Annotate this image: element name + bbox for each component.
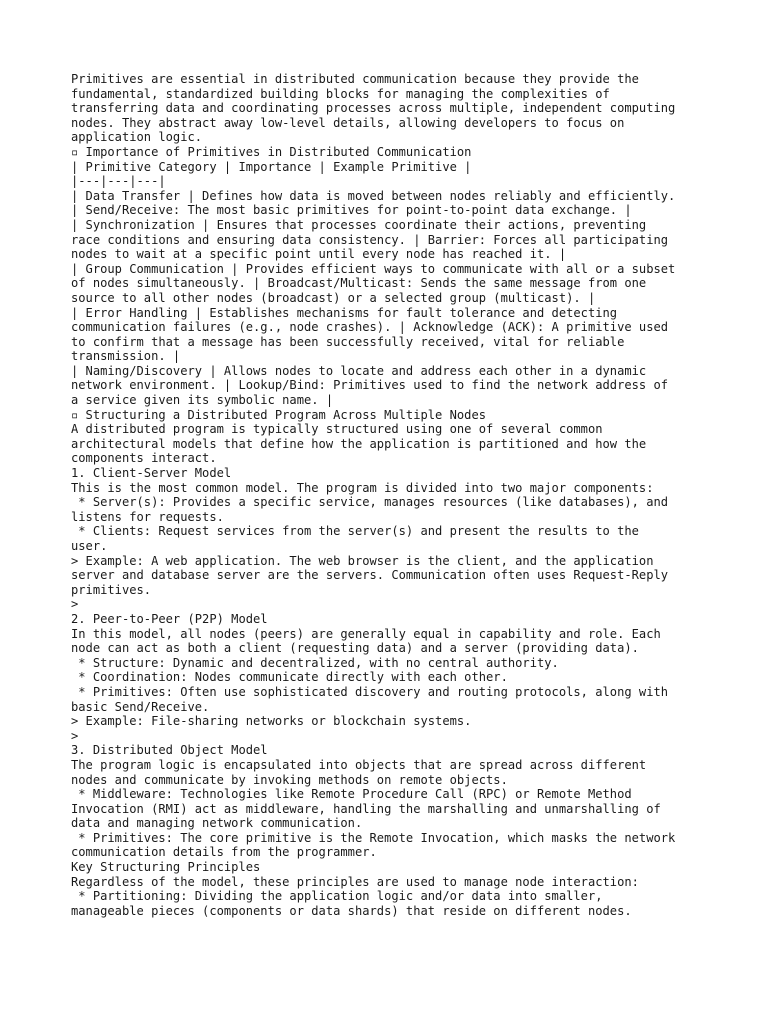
text-line: Regardless of the model, these principles are used to manage node interaction:	[71, 874, 639, 889]
text-line: nodes to wait at a specific point until every node has reached it. |	[71, 247, 567, 262]
text-line: * Primitives: The core primitive is the Remote Invocation, which masks the network	[71, 830, 676, 845]
text-line: components interact.	[71, 451, 217, 466]
text-line: | Synchronization | Ensures that processes coordinate their actions, preventing	[71, 217, 647, 232]
text-line: * Partitioning: Dividing the application logic and/or data into smaller,	[71, 889, 603, 904]
text-line: transferring data and coordinating processes across multiple, independent computing	[71, 101, 676, 116]
text-line: * Server(s): Provides a specific service, manages resources (like databases), and	[71, 495, 669, 510]
document-body	[71, 72, 711, 918]
text-line: >	[71, 597, 79, 612]
text-line: This is the most common model. The program is divided into two major components:	[71, 480, 654, 495]
text-line: fundamental, standardized building blocks for managing the complexities of	[71, 86, 610, 101]
text-line: user.	[71, 539, 108, 553]
text-line: | Data Transfer | Defines how data is moved between nodes reliably and efficiently.	[71, 188, 676, 203]
text-line: * Structure: Dynamic and decentralized, with no central authority.	[71, 655, 559, 670]
text-line: In this model, all nodes (peers) are generally equal in capability and role. Each	[71, 626, 661, 641]
text-line: * Clients: Request services from the server(s) and present the results to the	[71, 524, 639, 539]
text-line: * Coordination: Nodes communicate directly with each other.	[71, 670, 508, 685]
text-line: data and managing network communication.	[71, 816, 363, 831]
text-line: The program logic is encapsulated into objects that are spread across different	[71, 757, 647, 772]
text-line: nodes and communicate by invoking methods on remote objects.	[71, 772, 508, 787]
text-line: application logic.	[71, 130, 203, 145]
text-line: a service given its symbolic name. |	[71, 393, 334, 408]
text-line: 2. Peer-to-Peer (P2P) Model	[71, 611, 268, 626]
text-line: network environment. | Lookup/Bind: Primitives used to find the network address of	[71, 378, 669, 393]
text-line: ▫ Structuring a Distributed Program Across Multiple Nodes	[71, 407, 487, 422]
text-line: * Primitives: Often use sophisticated discovery and routing protocols, along with	[71, 684, 669, 699]
text-line: basic Send/Receive.	[71, 699, 210, 714]
text-line: architectural models that define how the application is partitioned and how the	[71, 436, 647, 451]
text-line: >	[71, 728, 79, 743]
text-line: server and database server are the servers. Communication often uses Request-Reply	[71, 568, 669, 583]
text-line: > Example: File-sharing networks or blockchain systems.	[71, 714, 472, 729]
text-line: | Naming/Discovery | Allows nodes to locate and address each other in a dynamic	[71, 363, 647, 378]
text-line: 3. Distributed Object Model	[71, 743, 268, 758]
text-line: listens for requests.	[71, 509, 224, 524]
text-line: | Primitive Category | Importance | Example Primitive |	[71, 159, 472, 174]
text-line: node can act as both a client (requesting data) and a server (providing data).	[71, 641, 639, 656]
text-line: * Middleware: Technologies like Remote Procedure Call (RPC) or Remote Method	[71, 787, 632, 802]
text-line: race conditions and ensuring data consistency. | Barrier: Forces all participating	[71, 232, 669, 247]
text-line: 1. Client-Server Model	[71, 466, 232, 481]
text-line: |---|---|---|	[71, 174, 166, 189]
text-line: of nodes simultaneously. | Broadcast/Multicast: Sends the same message from one	[71, 276, 647, 291]
text-line: manageable pieces (components or data shards) that reside on different nodes.	[71, 903, 632, 918]
text-line: | Send/Receive: The most basic primitives for point-to-point data exchange. |	[71, 203, 632, 218]
text-line: ▫ Importance of Primitives in Distributed Communication	[71, 144, 472, 159]
text-line: > Example: A web application. The web browser is the client, and the application	[71, 553, 654, 568]
text-line: | Error Handling | Establishes mechanisms for fault tolerance and detecting	[71, 305, 618, 320]
text-line: nodes. They abstract away low-level details, allowing developers to focus on	[71, 115, 625, 130]
text-line: transmission. |	[71, 349, 181, 364]
text-line: Primitives are essential in distributed communication because they provide the	[71, 72, 639, 86]
text-line: source to all other nodes (broadcast) or a selected group (multicast). |	[71, 290, 596, 305]
text-line: A distributed program is typically structured using one of several common	[71, 422, 603, 437]
text-line: Key Structuring Principles	[71, 860, 261, 875]
text-line: communication details from the programmer.	[71, 845, 377, 860]
text-line: Invocation (RMI) act as middleware, handling the marshalling and unmarshalling of	[71, 801, 661, 816]
text-line: to confirm that a message has been successfully received, vital for reliable	[71, 334, 625, 349]
text-line: communication failures (e.g., node crashes). | Acknowledge (ACK): A primitive used	[71, 320, 669, 335]
text-line: | Group Communication | Provides efficient ways to communicate with all or a subset	[71, 261, 676, 276]
text-line: primitives.	[71, 582, 152, 597]
